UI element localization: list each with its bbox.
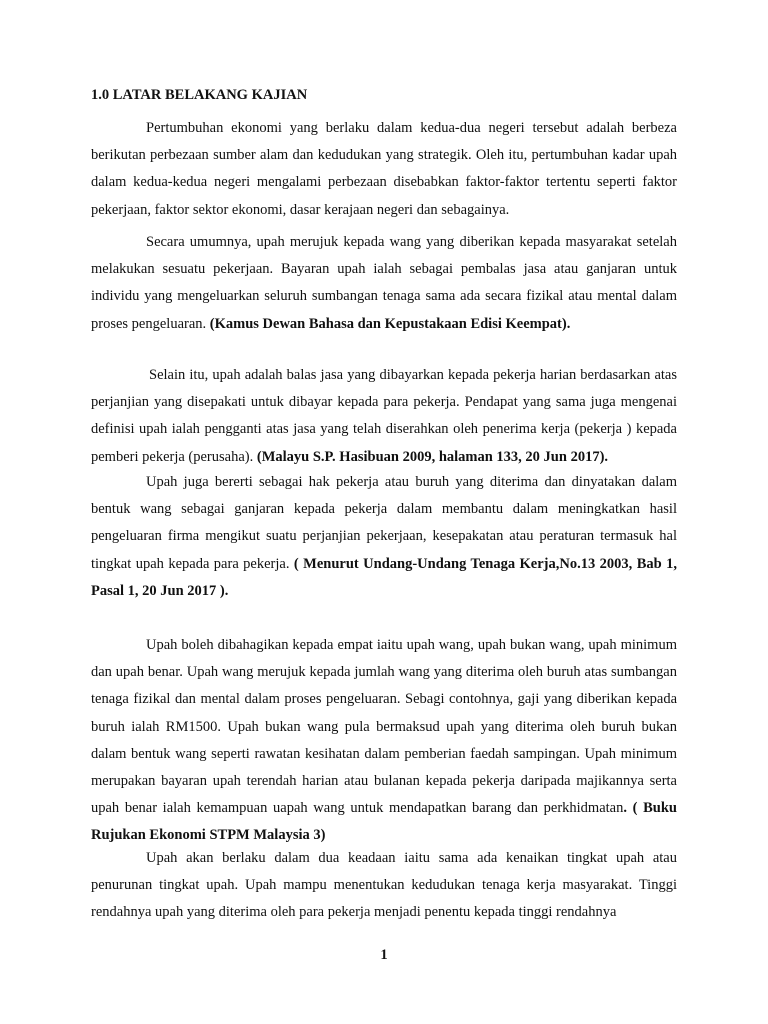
section-heading: 1.0 LATAR BELAKANG KAJIAN [91,87,308,103]
paragraph-3-citation: (Malayu S.P. Hasibuan 2009, halaman 133, 20 Jun 2017). [256,448,609,465]
paragraph-2 [91,229,677,338]
paragraph-2-citation: (Kamus Dewan Bahasa dan Kepustakaan Edisi Keempat). [209,315,571,332]
paragraph-4-citation: ( Menurut Undang-Undang Tenaga Kerja,No.13 2003, Bab 1, Pasal 1, 20 Jun 2017 ). [91,555,677,599]
paragraph-6-text: Upah akan berlaku dalam dua keadaan iaitu sama ada kenaikan tingkat upah atau penurunan tingkat upah. Upah mampu menentukan kedudukan tenaga kerja masyarakat. Tinggi rendahnya upah yang diterima oleh para pekerja menjadi penentu kepada tinggi rendahnya [91,850,677,921]
paragraph-2-text: Secara umumnya, upah merujuk kepada wang yang diberikan kepada masyarakat setelah melakukan sesuatu pekerjaan. Bayaran upah ialah sebagai pembalas jasa atau ganjaran untuk individu yang mengeluarkan seluruh sumbangan tenaga sama ada secara fizikal atau mental dalam proses pengeluaran. [91,234,677,332]
paragraph-6 [91,845,677,927]
paragraph-5 [91,632,677,850]
paragraph-3 [91,362,677,471]
paragraph-4 [91,469,677,605]
paragraph-5-text: Upah boleh dibahagikan kepada empat iaitu upah wang, upah bukan wang, upah minimum dan upah benar. Upah wang merujuk kepada jumlah wang yang diterima oleh buruh atas sumbangan tenaga fizikal dan mental dalam proses pengeluaran. Sebagi contohnya, gaji yang diberikan kepada buruh ialah RM1500. Upah bukan wang pula bermaksud upah yang diterima oleh buruh bukan dalam bentuk wang seperti rawatan kesihatan dalam pemberian faedah sampingan. Upah minimum merupakan bayaran upah terendah harian atau bulanan kepada pekerja daripada majikannya serta upah benar ialah kemampuan uapah wang untuk mendapatkan barang dan perkhidmatan [91,637,677,817]
page-number: 1 [380,947,388,963]
paragraph-1-text: Pertumbuhan ekonomi yang berlaku dalam kedua-dua negeri tersebut adalah berbeza berikutan perbezaan sumber alam dan kedudukan yang strategik. Oleh itu, pertumbuhan kadar upah dalam kedua-kedua negeri mengalami perbezaan disebabkan faktor-faktor tertentu seperti faktor pekerjaan, faktor sektor ekonomi, dasar kerajaan negeri dan sebagainya. [91,120,677,218]
paragraph-4-text: Upah juga bererti sebagai hak pekerja atau buruh yang diterima dan dinyatakan dalam bentuk wang sebagai ganjaran kepada pekerja dalam membantu dalam meningkatkan hasil pengeluaran firma mengikut suatu perjanjian pekerjaan, kesepakatan atau peraturan termasuk hal tingkat upah kepada para pekerja. [91,474,677,572]
paragraph-5-citation: . ( Buku Rujukan Ekonomi STPM Malaysia 3) [91,800,677,844]
paragraph-1 [91,115,677,224]
paragraph-3-text: Selain itu, upah adalah balas jasa yang dibayarkan kepada pekerja harian berdasarkan atas perjanjian yang disepakati untuk dibayar kepada para pekerja. Pendapat yang sama juga mengenai definisi upah ialah pengganti atas jasa yang telah diserahkan oleh penerima kerja (pekerja ) kepada pemberi pekerja (perusaha). [91,367,677,465]
